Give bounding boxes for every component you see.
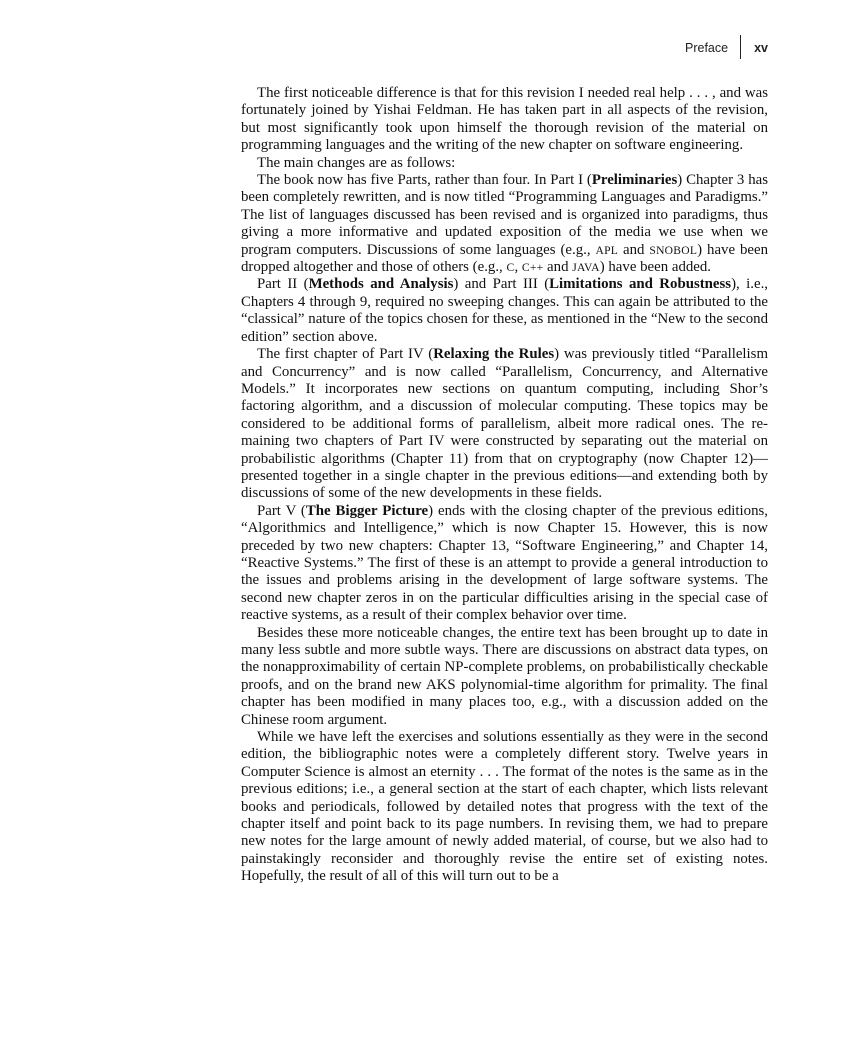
- language-apl: APL: [595, 243, 619, 257]
- paragraph-2: The main changes are as follows:: [257, 154, 456, 171]
- paragraph-3-text-c: ) Chapter 3 has been completely rewritten, and is now titled “Programming Languages and Paradigms.” The list of languages discussed has been revised and is organized into paradigms, thus giving a more informative and updated exposition of the media we use when we program computers. Discussions of some languages (e.g.,: [241, 172, 768, 258]
- paragraph-8: While we have left the exercises and solutions essentially as they were in the second edition, the bibliographic notes were a completely different story. Twelve years in Computer Science is almost an eternity . . . The format of the notes is the same as in the previous editions; i.e., a general section at the start of each chapter, which lists relevant books and periodicals, followed by detailed notes that progress with the text of the chapter itself and point back to its page numbers. In revising them, we had to prepare new notes for the large amount of newly added material, of course, but we also had to painstakingly reconsider and thoroughly revise the entire set of existing notes. Hopefully, the result of all of this will turn out to be a: [241, 729, 768, 885]
- paragraph-3-text-h: ) have been added.: [599, 259, 712, 276]
- part-iii-title: Limitations and Robustness: [549, 276, 732, 293]
- paragraph-7: Besides these more noticeable changes, the entire text has been brought up to date in many less subtle and more subtle ways. There are discussions on abstract data types, on the nonapproximability of certain NP-complete problems, on probabilistically checkable proofs, and on the brand new AKS polynomial-time algorithm for primality. The final chapter has been modified in many places too, e.g., with a discussion added on the Chinese room argument.: [241, 624, 768, 728]
- part-v-title: The Bigger Picture: [305, 502, 429, 519]
- running-head: [685, 37, 768, 59]
- paragraph-5-text-a: The first chapter of Part IV (: [257, 346, 434, 363]
- paragraph-1: The first noticeable difference is that for this revision I needed real help . . . , and was fortunately joined by Yishai Feldman. He has taken part in all aspects of the revision, but most significantly took upon himself the thorough revision of the material on programming languages and the writing of the new chapter on software engineering.: [241, 85, 768, 154]
- running-head-section: Preface: [685, 41, 729, 55]
- page-number: xv: [754, 41, 768, 55]
- preface-body: [241, 85, 768, 886]
- paragraph-4-text-a: Part II (: [257, 276, 309, 293]
- paragraph-4-text-e: ), i.e., Chapters 4 through 9, required no sweeping changes. This can again be attributed to the “classical” nature of the topics chosen for these, as mentioned in the “New to the second edition” section above.: [241, 276, 768, 345]
- paragraph-3: [241, 172, 768, 276]
- language-cpp: C++: [521, 261, 544, 275]
- language-java: JAVA: [572, 261, 600, 275]
- language-c: C: [506, 261, 515, 275]
- paragraph-3-text-a: The book now has five Parts, rather than four. In Part I (: [257, 172, 592, 189]
- part-iv-title: Relaxing the Rules: [433, 346, 555, 363]
- paragraph-5-text-c: ) was previously titled “Parallelism and Concurrency” and is now called “Parallelism, Concurrency, and Alternative Models.” It incorporates new sections on quantum computing, including Shor’s factoring algorithm, and a discussion of molecular computing. These topics may be considered to be additional forms of parallelism, albeit more radical ones. The remaining two chapters of Part IV were constructed by separating out the material on probabilistic algorithms (Chapter 11) from that on cryptography (now Chapter 12)—presented together in a single chapter in the previous editions—and extending both by discussions of some of the new developments in these fields.: [241, 346, 768, 502]
- paragraph-4-text-c: ) and Part III (: [453, 276, 550, 293]
- language-snobol: SNOBOL: [649, 243, 698, 257]
- paragraph-6: [241, 503, 768, 625]
- paragraph-6-text-c: ) ends with the closing chapter of the previous editions, “Algorithmics and Intelligence,” which is now Chapter 15. However, this is now preceded by two new chapters: Chapter 13, “Software Engineering,” and Chapter 14, “Reactive Systems.” The first of these is an attempt to provide a general introduction to the issues and problems arising in the development of large software systems. The second new chapter zeros in on the particular difficulties arising in the special case of reactive systems, as a result of their complex behavior over time.: [241, 502, 768, 624]
- paragraph-3-text-e: ) have been dropped altogether and those of others (e.g.,: [241, 241, 769, 276]
- paragraph-6-text-a: Part V (: [257, 502, 306, 519]
- paragraph-4: [241, 276, 768, 346]
- paragraph-5: [241, 346, 768, 503]
- paragraph-3-text-d: and: [618, 241, 650, 258]
- part-ii-title: Methods and Analysis: [308, 276, 454, 293]
- paragraph-3-text-f: ,: [514, 259, 522, 276]
- part-i-title: Preliminaries: [591, 172, 678, 189]
- paragraph-3-text-g: and: [543, 259, 573, 276]
